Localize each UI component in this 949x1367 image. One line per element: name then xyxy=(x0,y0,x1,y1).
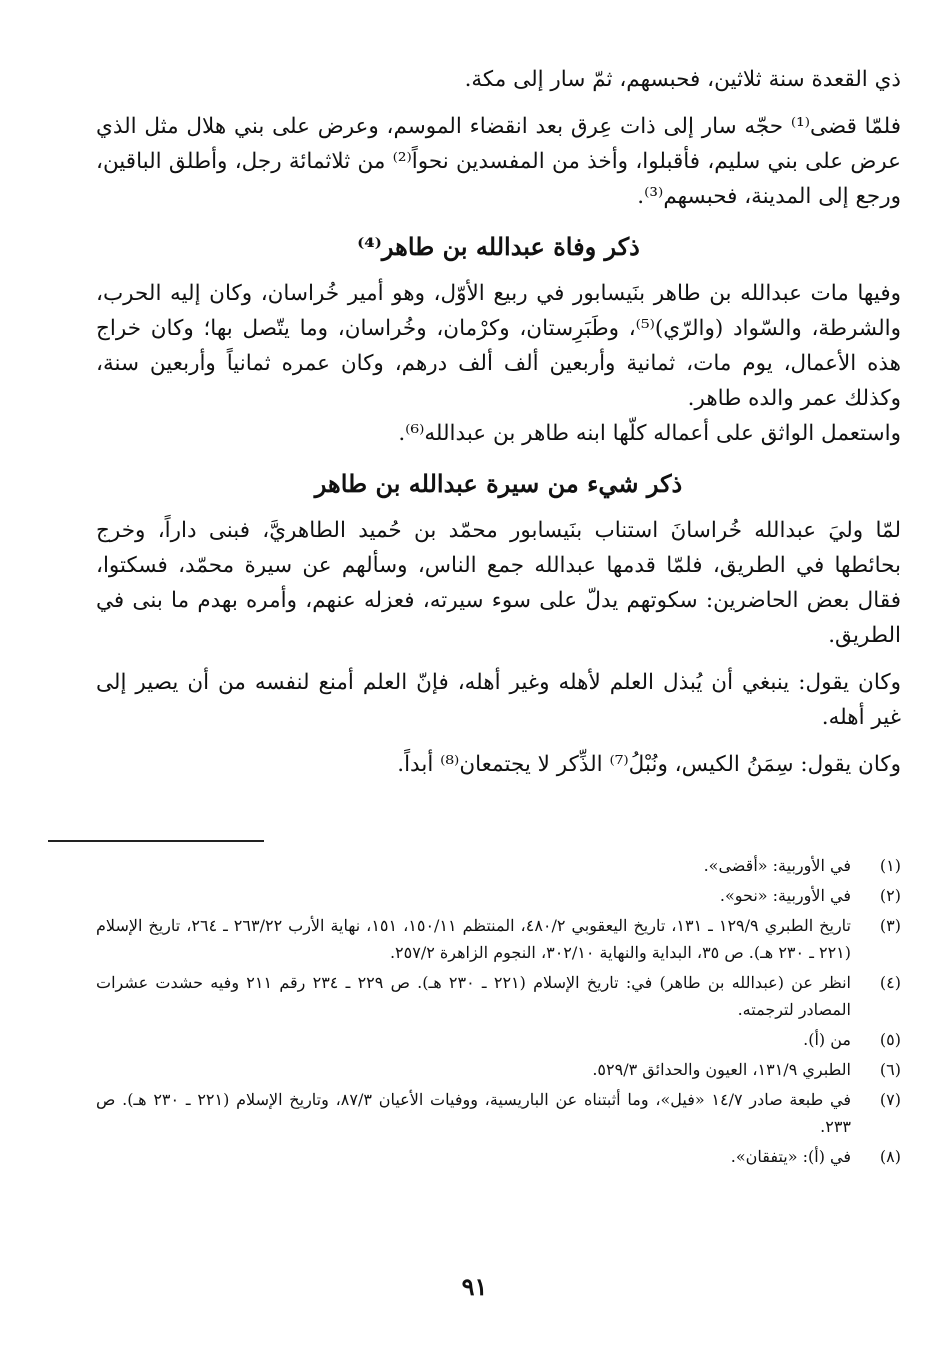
footnote-text: في الأوربية: «نحو». xyxy=(719,886,851,905)
footnote-number: (٤) xyxy=(879,973,901,992)
footnote-text: في الأوربية: «أقضى». xyxy=(703,856,851,875)
footnote-text: من (أ). xyxy=(803,1030,851,1049)
footnote-separator xyxy=(48,840,264,842)
footnote-number: (١) xyxy=(879,856,901,875)
footnotes xyxy=(96,852,901,1173)
footnote-text: في (أ): «يتفقان». xyxy=(730,1147,851,1166)
footnote xyxy=(96,852,901,879)
footnote-number: (٢) xyxy=(879,886,901,905)
footnote xyxy=(96,882,901,909)
footnote-number: (٧) xyxy=(879,1090,901,1109)
paragraph-5: لمّا وليَ عبدالله خُراسانَ استناب بنَيسابور محمّد بن حُميد الطاهريَّ، فبنى داراً، وخرج بحائطها في الطريق، فلمّا قدمها عبدالله جمع الناس، وسألهم عن سيرة محمّد، فسكتوا، فقال بعض الحاضرين: سكوتهم يدلّ على سوء سيرته، فعزله عنهم، وأمره بهدم ما بنى في الطريق. xyxy=(96,518,901,648)
main-text xyxy=(96,62,901,782)
footnote xyxy=(96,1086,901,1140)
footnote-number: (٣) xyxy=(879,916,901,935)
footnote-text: تاريخ الطبري ١٢٩/٩ ـ ١٣١، تاريخ اليعقوبي ٤٨٠/٢، المنتظم ١٥٠/١١، ١٥١، نهاية الأرب ٢٦٣/٢٢ ـ ٢٦٤، تاريخ الإسلام (٢٢١ ـ ٢٣٠ هـ). ص ٣٥، البداية والنهاية ٣٠٢/١٠، النجوم الزاهرة ٢٥٧/٢. xyxy=(96,916,852,962)
footnote-text: الطبري ١٣١/٩، العيون والحدائق ٥٢٩/٣. xyxy=(592,1060,851,1079)
footnote xyxy=(96,1056,901,1083)
paragraph-6: وكان يقول: ينبغي أن يُبذل العلم لأهله وغير أهله، فإنّ العلم أمنع لنفسه من أن يصير إلى غير أهله. xyxy=(96,670,901,730)
paragraph-7: وكان يقول: سِمَنُ الكيس، ونُبْلُ⁽⁷⁾ الذِّكر لا يجتمعان⁽⁸⁾ أبداً. xyxy=(397,752,901,777)
page-number: ٩١ xyxy=(461,1272,488,1301)
section-heading-2: ذكر شيء من سيرة عبدالله بن طاهر xyxy=(314,469,683,498)
footnote-number: (٥) xyxy=(879,1030,901,1049)
footnote-number: (٨) xyxy=(879,1147,901,1166)
footnote xyxy=(96,1143,901,1170)
footnote-number: (٦) xyxy=(879,1060,901,1079)
paragraph-2: فلمّا قضى⁽¹⁾ حجّه سار إلى ذات عِرق بعد انقضاء الموسم، وعرض على بني هلال مثل الذي عرض على بني سليم، فأقبلوا، وأخذ من المفسدين نحواً⁽²⁾ من ثلاثمائة رجل، وأطلق الباقين، ورجع إلى المدينة، فحبسهم⁽³⁾. xyxy=(96,114,901,209)
section-heading-1: ذكر وفاة عبدالله بن طاهر⁽⁴⁾ xyxy=(357,232,640,261)
footnote-text: في طبعة صادر ١٤/٧ «فيل»، وما أثبتناه عن الباريسية، ووفيات الأعيان ٨٧/٣، وتاريخ الإسلام (٢٢١ ـ ٢٣٠ هـ). ص ٢٣٣. xyxy=(96,1090,852,1136)
paragraph-1: ذي القعدة سنة ثلاثين، فحبسهم، ثمّ سار إلى مكة. xyxy=(464,67,901,92)
footnote-text: انظر عن (عبدالله بن طاهر) في: تاريخ الإسلام (٢٢١ ـ ٢٣٠ هـ). ص ٢٢٩ ـ ٢٣٤ رقم ٢١١ وفيه حشدت عشرات المصادر لترجمته. xyxy=(96,973,852,1019)
footnote xyxy=(96,912,901,966)
footnote xyxy=(96,969,901,1023)
paragraph-4: واستعمل الواثق على أعماله كلّها ابنه طاهر بن عبدالله⁽⁶⁾. xyxy=(398,421,901,446)
footnote xyxy=(96,1026,901,1053)
paragraph-3: وفيها مات عبدالله بن طاهر بنَيسابور في ربيع الأوّل، وهو أمير خُراسان، وكان إليه الحرب، والشرطة، والسّواد (والرّي)⁽⁵⁾، وطَبَرِستان، وكرْمان، وخُراسان، وما يتّصل بها؛ وكان خراج هذه الأعمال، يوم مات، ثمانية وأربعين ألف ألف درهم، وكان عمره ثمانياً وأربعين سنة، وكذلك عمر والده طاهر. xyxy=(96,281,901,411)
